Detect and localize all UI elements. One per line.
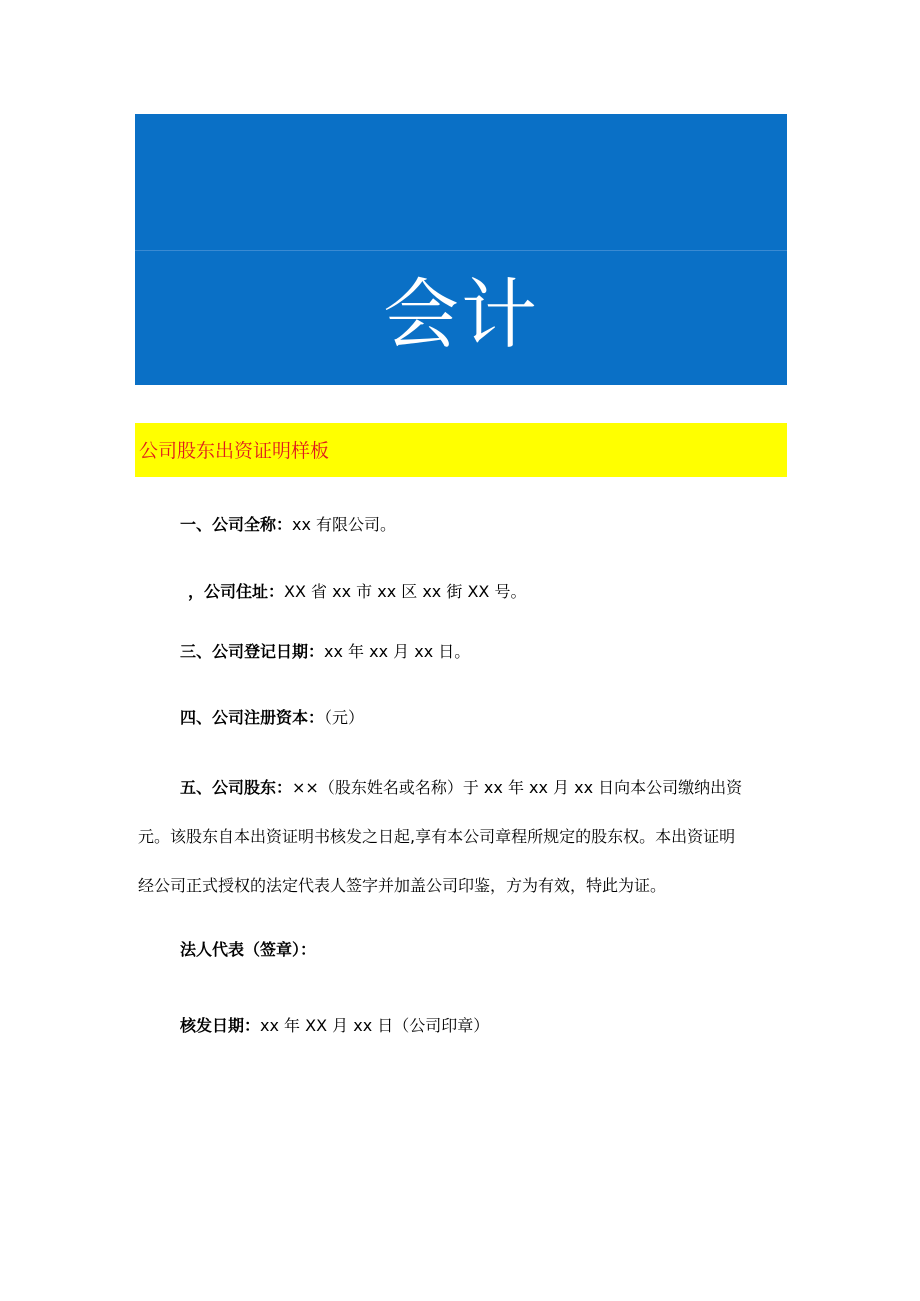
item-label: ，公司住址： [188,582,285,601]
item-company-address [188,580,526,604]
shareholder-paragraph [138,776,783,906]
signature-line [180,938,316,962]
shareholder-label: 五、公司股东： [180,778,293,797]
shareholder-line-1-text: ××（股东姓名或名称）于 xx 年 xx 月 xx 日向本公司缴纳出资 [292,778,743,797]
document-header-bar [135,423,787,477]
document-title: 公司股东出资证明样板 [139,440,330,462]
item-label: 四、公司注册资本： [180,708,325,727]
item-registered-capital [180,706,364,730]
item-label: 一、公司全称： [180,515,293,534]
shareholder-line-1 [180,776,742,800]
item-registration-date [180,640,470,664]
item-value: xx 年 xx 月 xx 日。 [324,642,471,661]
banner-title-line-1: 会计 [383,270,539,359]
shareholder-line-2: 元。该股东自本出资证明书核发之日起,享有本公司章程所规定的股东权。本出资证明 [138,827,736,846]
item-label: 三、公司登记日期： [180,642,325,661]
issue-date-line [180,1014,489,1038]
item-value: （元） [324,708,365,727]
issue-date-label: 核发日期： [180,1016,261,1035]
item-value: xx 有限公司。 [292,515,397,534]
shareholder-line-3: 经公司正式授权的法定代表人签字并加盖公司印鉴，方为有效，特此为证。 [138,876,667,895]
item-company-name [180,513,396,537]
signature-label: 法人代表（签章）： [180,940,317,959]
issue-date-value: xx 年 XX 月 xx 日（公司印章） [260,1016,490,1035]
title-banner [135,114,787,385]
banner-divider [135,250,787,251]
item-value: XX 省 xx 市 xx 区 xx 街 XX 号。 [284,582,527,601]
